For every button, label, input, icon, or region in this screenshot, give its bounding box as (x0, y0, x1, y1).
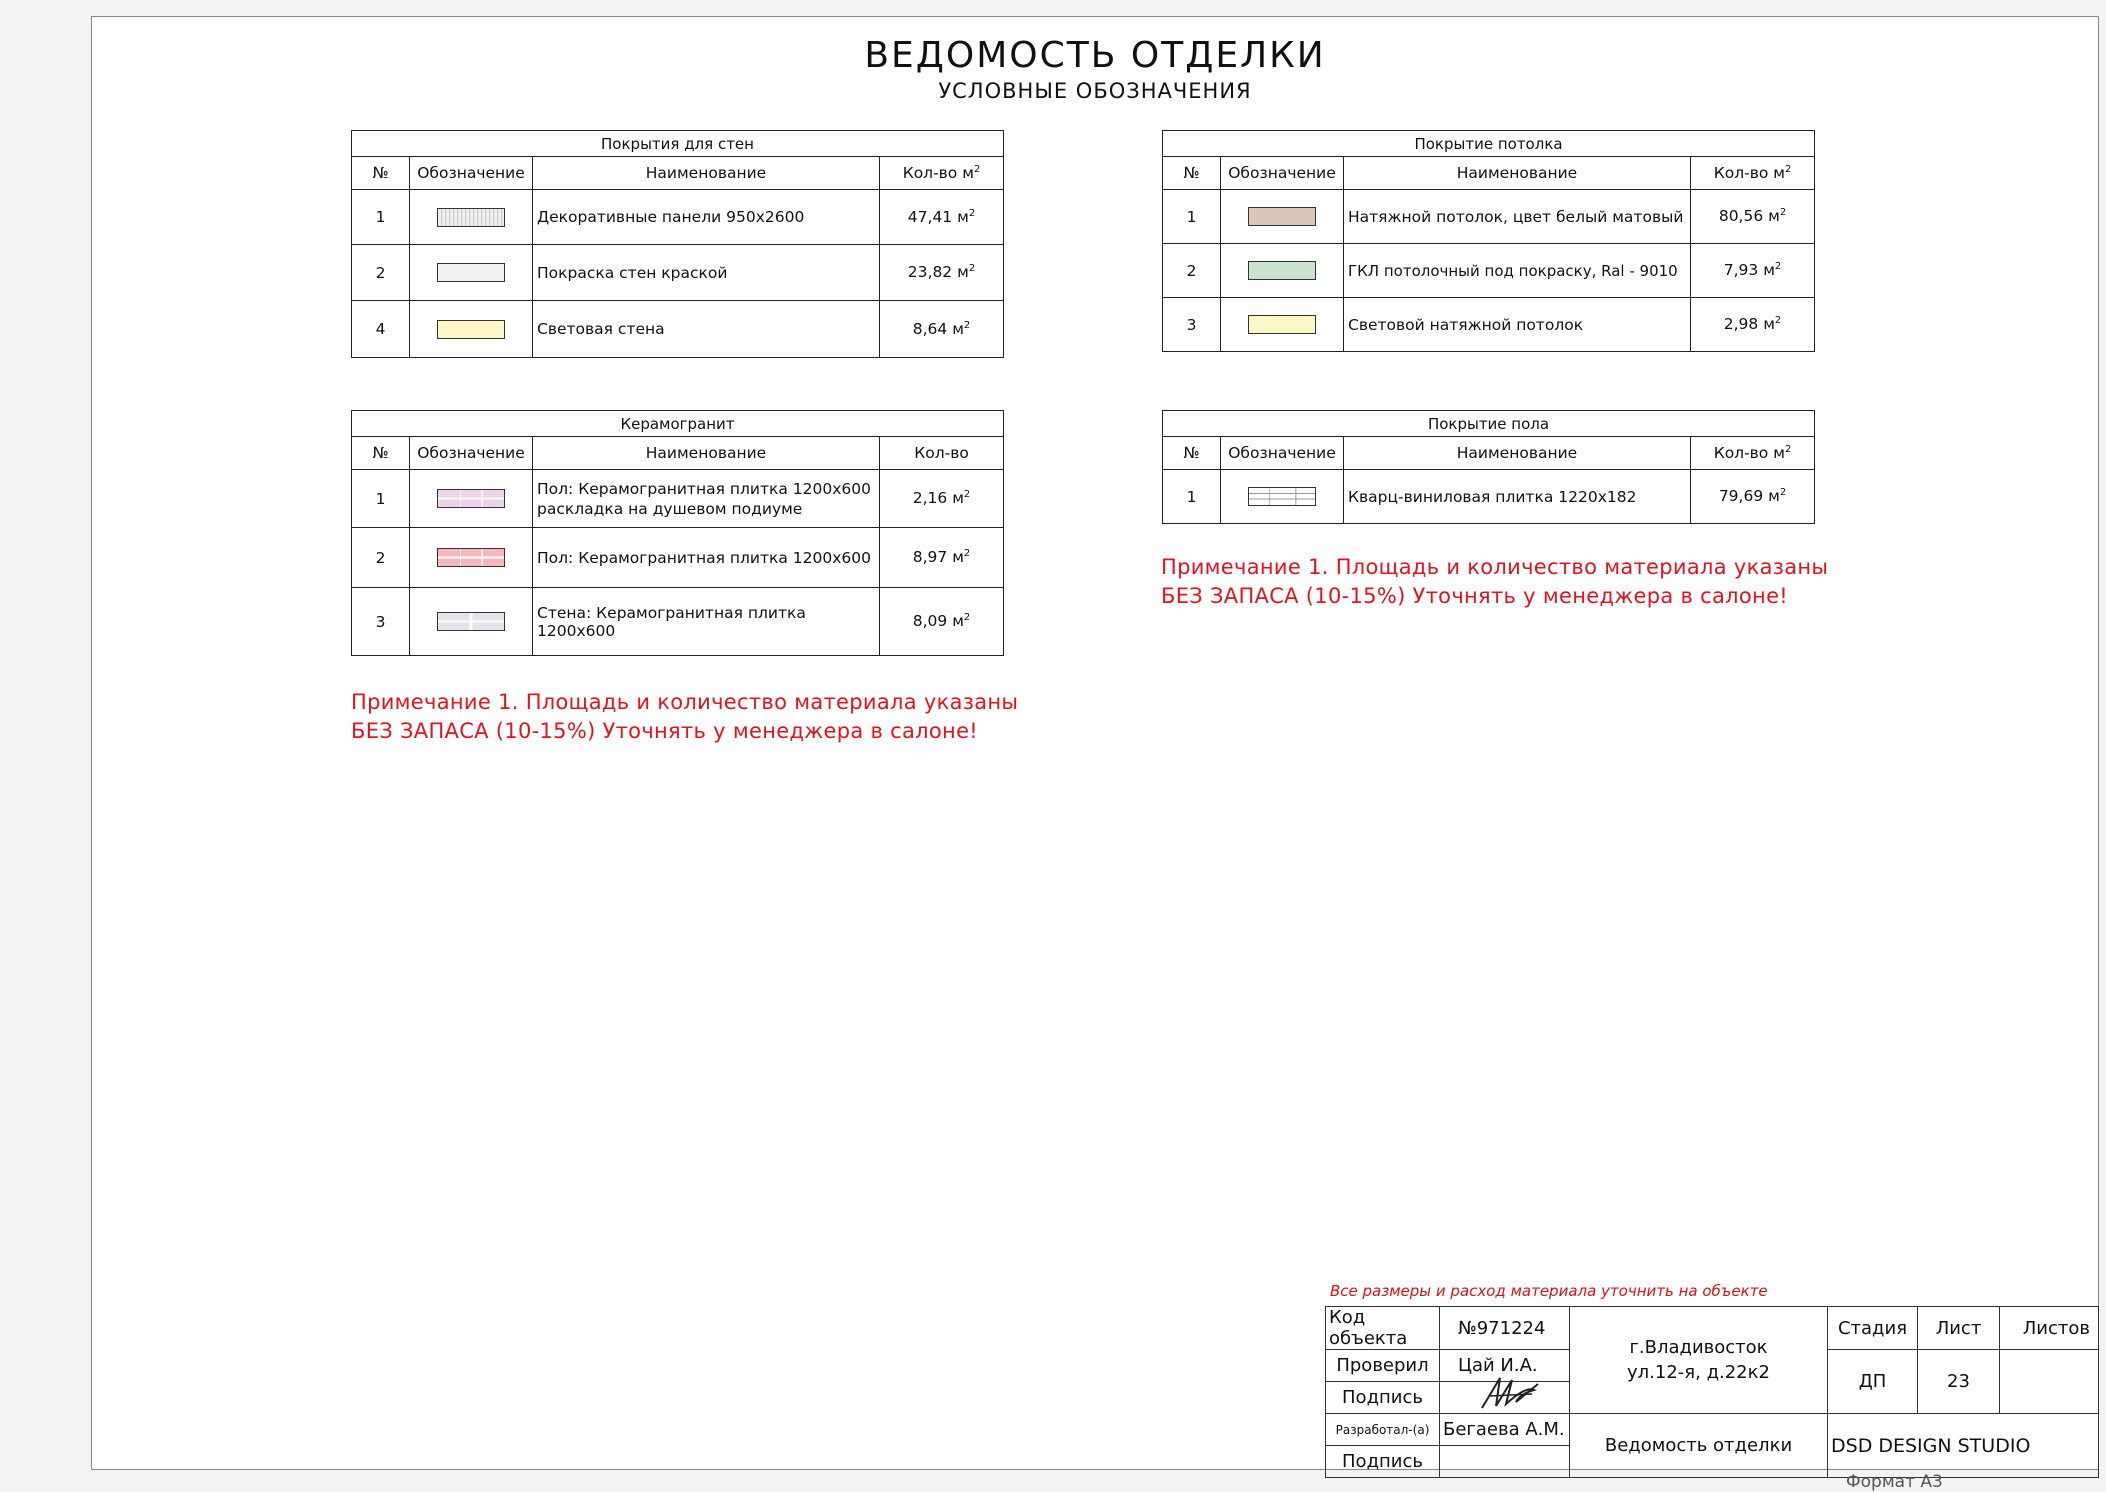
address: г.Владивосток ул.12-я, д.22к2 (1570, 1307, 1828, 1414)
note-left: Примечание 1. Площадь и количество материала указаны БЕЗ ЗАПАСА (10-15%) Уточнять у менеджера в салоне! (351, 690, 1019, 743)
developed-name: Бегаева А.М. (1440, 1414, 1570, 1446)
row-swatch (410, 528, 533, 588)
page-subtitle: УСЛОВНЫЕ ОБОЗНАЧЕНИЯ (938, 79, 1252, 103)
table-row (1163, 244, 1815, 298)
ceiling-table-title: Покрытие потолка (1163, 131, 1815, 157)
drawing-sheet (91, 16, 2099, 1470)
row-swatch (1221, 470, 1344, 524)
stage-value: ДП (1828, 1350, 1918, 1414)
col-sign: Обозначение (1221, 157, 1344, 190)
row-num: 2 (352, 245, 410, 301)
row-qty: 47,41 $м^2$ (880, 190, 1004, 245)
row-num: 1 (1163, 470, 1221, 524)
col-num: № (352, 157, 410, 190)
row-swatch (1221, 298, 1344, 352)
stamp-note: Все размеры и расход материала уточнить на объекте (1330, 1282, 1768, 1300)
row-qty: 2,98 $м^2$ (1691, 298, 1815, 352)
ceiling-table (1162, 130, 1815, 352)
col-qty: Кол-во (880, 437, 1004, 470)
row-name: Пол: Керамогранитная плитка 1200х600 (533, 528, 880, 588)
col-qty: Кол-во $м^2$ (880, 157, 1004, 190)
table-row (352, 245, 1004, 301)
row-qty: 8,97 $м^2$ (880, 528, 1004, 588)
row-name: Кварц-виниловая плитка 1220х182 (1344, 470, 1691, 524)
row-swatch (1221, 244, 1344, 298)
row-num: 4 (352, 301, 410, 358)
row-num: 1 (1163, 190, 1221, 244)
page-title: ВЕДОМОСТЬ ОТДЕЛКИ (864, 35, 1326, 76)
swatch-icon (1248, 315, 1316, 334)
row-name: Световая стена (533, 301, 880, 358)
signature-cell-2 (1440, 1446, 1570, 1478)
col-name: Наименование (533, 437, 880, 470)
row-num: 1 (352, 190, 410, 245)
row-swatch (410, 301, 533, 358)
row-qty: 79,69 $м^2$ (1691, 470, 1815, 524)
swatch-icon (437, 612, 505, 631)
swatch-icon (1248, 261, 1316, 280)
checked-label: Проверил (1326, 1350, 1440, 1382)
sheet-label: Лист (1918, 1307, 2000, 1350)
ceramic-table-title: Керамогранит (352, 411, 1004, 437)
col-name: Наименование (533, 157, 880, 190)
col-name: Наименование (1344, 437, 1691, 470)
table-row (352, 470, 1004, 528)
col-qty: Кол-во $м^2$ (1691, 437, 1815, 470)
walls-table-title: Покрытия для стен (352, 131, 1004, 157)
row-swatch (410, 470, 533, 528)
row-swatch (410, 245, 533, 301)
col-qty: Кол-во $м^2$ (1691, 157, 1815, 190)
sheet-value: 23 (1918, 1350, 2000, 1414)
col-num: № (352, 437, 410, 470)
col-name: Наименование (1344, 157, 1691, 190)
row-qty: 8,64 $м^2$ (880, 301, 1004, 358)
checked-name: Цай И.А. (1440, 1350, 1570, 1382)
col-num: № (1163, 437, 1221, 470)
row-qty: 8,09 $м^2$ (880, 588, 1004, 656)
row-qty: 2,16 $м^2$ (880, 470, 1004, 528)
col-sign: Обозначение (410, 157, 533, 190)
col-sign: Обозначение (1221, 437, 1344, 470)
object-code: №971224 (1440, 1307, 1570, 1350)
table-row (352, 588, 1004, 656)
developed-label: Разработал-(а) (1326, 1414, 1440, 1446)
row-num: 3 (352, 588, 410, 656)
swatch-icon (437, 263, 505, 282)
plank-swatch-icon (1248, 487, 1316, 506)
row-swatch (410, 588, 533, 656)
table-row (1163, 470, 1815, 524)
swatch-icon (1248, 207, 1316, 226)
row-qty: 7,93 $м^2$ (1691, 244, 1815, 298)
studio-name: DSD DESIGN STUDIO (1828, 1414, 2099, 1478)
note-right: Примечание 1. Площадь и количество материала указаны БЕЗ ЗАПАСА (10-15%) Уточнять у менеджера в салоне! (1161, 555, 1829, 608)
row-name: Натяжной потолок, цвет белый матовый (1344, 190, 1691, 244)
row-name: Стена: Керамогранитная плитка 1200х600 (533, 588, 880, 656)
walls-table (351, 130, 1004, 358)
sheets-label: Листов (2000, 1307, 2099, 1350)
stage-label: Стадия (1828, 1307, 1918, 1350)
object-code-label: Код объекта (1326, 1307, 1440, 1350)
row-num: 3 (1163, 298, 1221, 352)
format-label: Формат А3 (1846, 1472, 1943, 1492)
row-name: Пол: Керамогранитная плитка 1200х600 раскладка на душевом подиуме (533, 470, 880, 528)
col-sign: Обозначение (410, 437, 533, 470)
swatch-icon (437, 489, 505, 508)
row-swatch (410, 190, 533, 245)
col-num: № (1163, 157, 1221, 190)
row-num: 2 (352, 528, 410, 588)
row-name: Световой натяжной потолок (1344, 298, 1691, 352)
table-row (352, 528, 1004, 588)
signature-cell (1440, 1382, 1570, 1414)
table-row (1163, 190, 1815, 244)
table-row (352, 190, 1004, 245)
swatch-icon (437, 548, 505, 567)
row-num: 2 (1163, 244, 1221, 298)
swatch-icon (437, 208, 505, 227)
signature-label-2: Подпись (1326, 1446, 1440, 1478)
floor-table (1162, 410, 1815, 524)
title-block (1325, 1306, 2099, 1478)
signature-icon (1476, 1372, 1556, 1416)
row-name: Декоративные панели 950х2600 (533, 190, 880, 245)
row-num: 1 (352, 470, 410, 528)
row-name: ГКЛ потолочный под покраску, Ral - 9010 (1344, 244, 1691, 298)
sheets-value (2000, 1350, 2099, 1414)
row-name: Покраска стен краской (533, 245, 880, 301)
table-row (1163, 298, 1815, 352)
ceramic-table (351, 410, 1004, 656)
table-row (352, 301, 1004, 358)
doc-name: Ведомость отделки (1570, 1414, 1828, 1478)
signature-label: Подпись (1326, 1382, 1440, 1414)
row-qty: 80,56 $м^2$ (1691, 190, 1815, 244)
row-swatch (1221, 190, 1344, 244)
row-qty: 23,82 $м^2$ (880, 245, 1004, 301)
floor-table-title: Покрытие пола (1163, 411, 1815, 437)
swatch-icon (437, 320, 505, 339)
